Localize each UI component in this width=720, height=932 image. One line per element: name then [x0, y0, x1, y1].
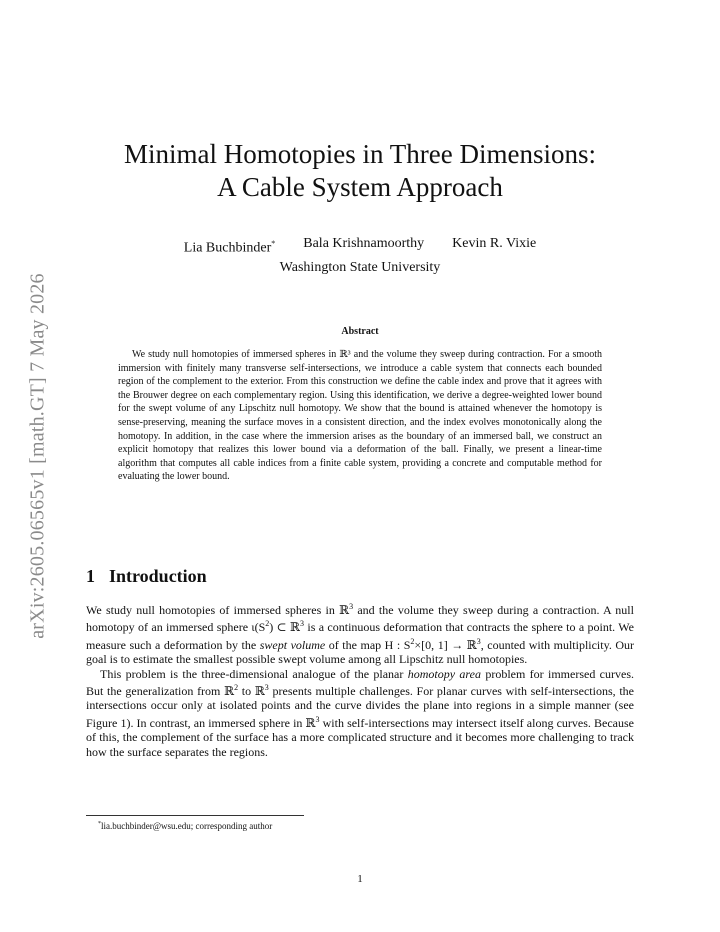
- author-1: Lia Buchbinder*: [183, 239, 276, 256]
- footnote-text: lia.buchbinder@wsu.edu; corresponding author: [101, 821, 273, 831]
- author-3: Kevin R. Vixie: [452, 236, 537, 251]
- term-homotopy-area: homotopy area: [407, 666, 481, 681]
- section-number: 1: [86, 566, 95, 586]
- title-line-2: A Cable System Approach: [217, 172, 503, 202]
- paragraph-2: This problem is the three-dimensional analogue of the planar homotopy area problem for immersed curves. But the generalization from ℝ$^2$ to ℝ$^3$ presents multiple challenges. For planar curves with self-intersections, the intersections occur only at isolated points and the curve divides the plane into regions in a simple manner (see Figure 1). In contrast, an immersed sphere in ℝ$^3$ with self-intersections may intersect itself along curves. Because of this, the complement of the surface has a more complicated structure and it becomes more challenging to track how the surface separates the regions.: [86, 666, 635, 759]
- section-heading: [86, 566, 207, 587]
- footnote: [98, 821, 272, 831]
- abstract-heading: Abstract: [341, 326, 379, 337]
- section-title: Introduction: [109, 566, 207, 586]
- introduction-body: [86, 600, 634, 759]
- author-block: [86, 234, 634, 277]
- page-number: 1: [357, 873, 363, 885]
- author-list: [86, 234, 634, 258]
- affiliation: Washington State University: [279, 259, 441, 275]
- author-2: Bala Krishnamoorthy: [303, 236, 425, 251]
- paper-title: [86, 138, 634, 204]
- term-swept-volume: swept volume: [259, 637, 326, 652]
- title-line-1: Minimal Homotopies in Three Dimensions:: [124, 139, 596, 169]
- paragraph-1: We study null homotopies of immersed spheres in ℝ$^3$ and the volume they sweep during a contraction. A null homotopy of an immersed sphere $\iota(S^2)$ ⊂ ℝ$^3$ is a continuous deformation that contracts the sphere to a point. We measure such a deformation by the swept volume of the map H : $S^2\times[0$, 1] → ℝ$^3$, counted with multiplicity. Our goal is to estimate the smallest possible swept volume among all Lipschitz null homotopies.: [86, 602, 635, 667]
- author-footnote-mark[interactable]: *: [271, 239, 276, 248]
- abstract-text: We study null homotopies of immersed spheres in ℝ³ and the volume they sweep during contraction. For a smooth immersion with finitely many transverse self-intersections, we introduce a cable system that connects each bounded region of the complement to the exterior. From this construction we define the cable index and prove that it agrees with the Brouwer degree on each complementary region. Using this identification, we derive a degree-weighted lower bound for the swept volume of any Lipschitz null homotopy. We show that the bound is attained whenever the homotopy is sense-preserving, meaning the surface moves in a consistent direction, and the index evolves monotonically along the homotopy. In addition, in the case where the immersion arises as the boundary of an immersed ball, we construct an explicit homotopy that realizes this lower bound via a deformation of the ball. Finally, we present a linear-time algorithm that computes all cable indices from a finite cable system, providing a concrete and computable method for evaluating the lower bound.: [118, 349, 602, 483]
- footnote-mark: *: [98, 821, 101, 827]
- footnote-divider: [86, 815, 304, 816]
- arxiv-identifier[interactable]: arXiv:2605.06565v1 [math.GT] 7 May 2026: [26, 273, 49, 639]
